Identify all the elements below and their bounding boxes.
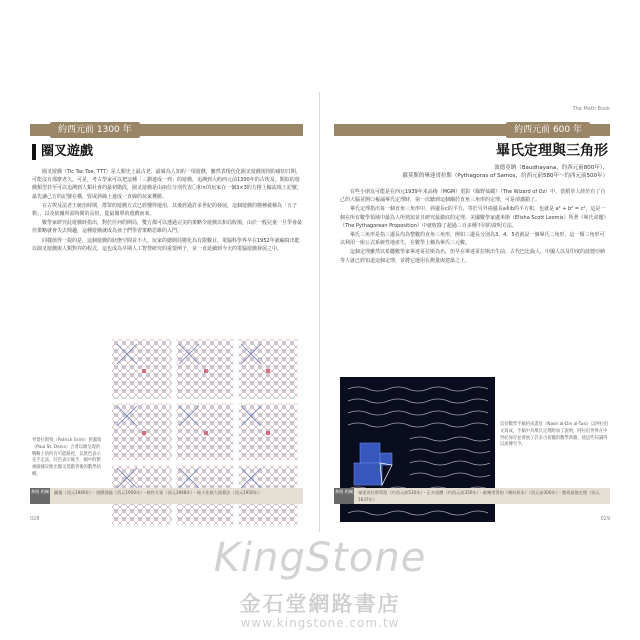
era-bar xyxy=(30,124,303,136)
paragraph: 畢氏三角形是指三邊長均為整數的直角三角形，例如三邊長分別為3、4、5者就是一個畢氏三角形，這一類三角形可以利用一組公式系統性地產生，在數學上稱為畢氏三元數。 xyxy=(340,232,605,247)
paragraph: 有些小朋友可能是在西元1939年米高梅（MGM）電影《綠野仙蹤》（The Wizard of Oz）中，當稻草人終於有了自己的大腦並開口複誦畢氏定理時，第一次聽到這個關於直角三角形的定理，可是卻講錯了。 xyxy=(340,189,606,204)
page-subtitle: 波德亞納（Baudhayana，約西元前800年）， xyxy=(494,165,608,171)
running-header: The Math Book xyxy=(572,106,610,112)
watermark-brand: KingStone xyxy=(213,535,427,581)
book-spread xyxy=(14,92,626,532)
watermark-store-name: 金石堂網路書店 xyxy=(239,591,401,616)
era-label: 約西元前 600 年 xyxy=(506,122,590,138)
left-page xyxy=(14,92,320,532)
paragraph: 畢氏定理指出每一個直角三角形中，斜邊長c的平方，等於另外兩邊長a和b的平方和，也就是 a² + b² = c²，這是一個在所有數學領域中最為人所熟知並且研究最徹底的定理。美國數學家盧米斯（Elisha Scott Loomis）所著《畢氏命題》（The Pythagorean Proposition）中就收錄了超過三百多種不同的證明方法。 xyxy=(340,206,607,229)
figure-caption: 這份數學手稿約成書於（Nasir al-Din al-Tusi）以阿拉伯文寫成，手稿中為畢氏定理附加了說明，阿拉伯世界在中世紀保存並發展了許多古希臘的數學典籍，使這些知識得以流傳至今。 xyxy=(500,422,609,448)
page-number: 029 xyxy=(600,516,610,522)
page-title: 圈叉遊戲 xyxy=(32,144,93,160)
body-text xyxy=(32,168,302,254)
body-text xyxy=(340,188,608,266)
right-page xyxy=(320,92,626,532)
paragraph: 這個定理雖然以希臘數學家畢達哥拉斯為名，但早在畢達哥拉斯出生前，古代巴比倫人、中國人以及印度的波德亞納等人就已經知道這個定理，並將它運用在測量與建築之上。 xyxy=(340,249,606,264)
page-title: 畢氏定理與三角形 xyxy=(496,143,608,159)
page-number: 028 xyxy=(30,516,40,522)
paragraph: 在古埃及法老王統治時期，群眾的遊戲方式已經懂得運用，其後經過許多世紀的發展，這個遊戲的變種被稱為「五子棋」，以及依據所需時間的長短，從最簡單的遊戲而來。 xyxy=(32,202,298,218)
footer-tag: 參照 相關 xyxy=(334,488,354,504)
footer-related xyxy=(334,488,610,504)
footer-related xyxy=(30,488,303,504)
footer-text: 圖靈（西元1940年）・遊戲理論（西元1950年）・極性方案（西元1948年）・極小化極大演算法（西元1950年） xyxy=(54,490,263,495)
footer-tag: 參照 相關 xyxy=(30,488,50,504)
paragraph: 數學家研究此遊戲時指出，對於任何的開局，雙方都可以透過完美的策略令遊戲以和局收場，由於一般兒童一旦學會最佳策略就會失去興趣，這種遊戲就成為孩子們學習策略思維的入門。 xyxy=(32,220,303,235)
footer-text: 畢達哥拉斯學派（約西元前530年）・正多面體（約西元前350年）・歐幾里得的《幾何原本》（西元前300年）・費馬最後定理（西元1637年） xyxy=(358,490,600,502)
era-label: 約西元前 1300 年 xyxy=(50,122,140,138)
watermark-url: www.kingstone.com.tw xyxy=(240,616,400,630)
era-bar xyxy=(334,124,610,136)
paragraph: 同樣值得一提的是，這個遊戲的狀態空間並不大，玩家的總開局變化為有限數目，電腦科學界早在1952年就編寫出能以圈叉遊戲與人類對弈的程式，這也成為早期人工智慧研究的重要例子，並一直延續到今天的電腦遊戲發展之中。 xyxy=(32,237,300,252)
page-subtitle: 薩莫斯的畢達哥拉斯（Pythagoras of Samos，約西元前580年～約西元前500年） xyxy=(402,173,608,179)
paragraph: 圈叉遊戲（Tic Tac Toe, TTT）是人類史上最古老、最廣為人知的一項遊戲，雖然表現代化圈叉遊戲規則的確切日期，可能沒有那麼老久，可是，考古學家可以把這種「三劃連成一列」的遊戲，追溯到大約西元前1300年的古埃及。類似的遊戲類型甚至可以追溯到人類社會的最初階段，圈叉遊戲是由兩位分別代表〇和×的玩家在一個3×3的方格上輪流填上記號，最先讓己方的記號在橫、豎或斜線上連成一直線的玩家獲勝。 xyxy=(32,169,302,200)
figure-caption: 考督拉斯特（Patrick Grim）與蓋瑞（Paul St. Denis）合著以圖呈現的戰略上的所有可能路徑，以黑色表示先手走法，紅色表示後手，圖中的繁複圖樣反映出圈叉遊戲背後的數學結構。 xyxy=(32,438,102,477)
